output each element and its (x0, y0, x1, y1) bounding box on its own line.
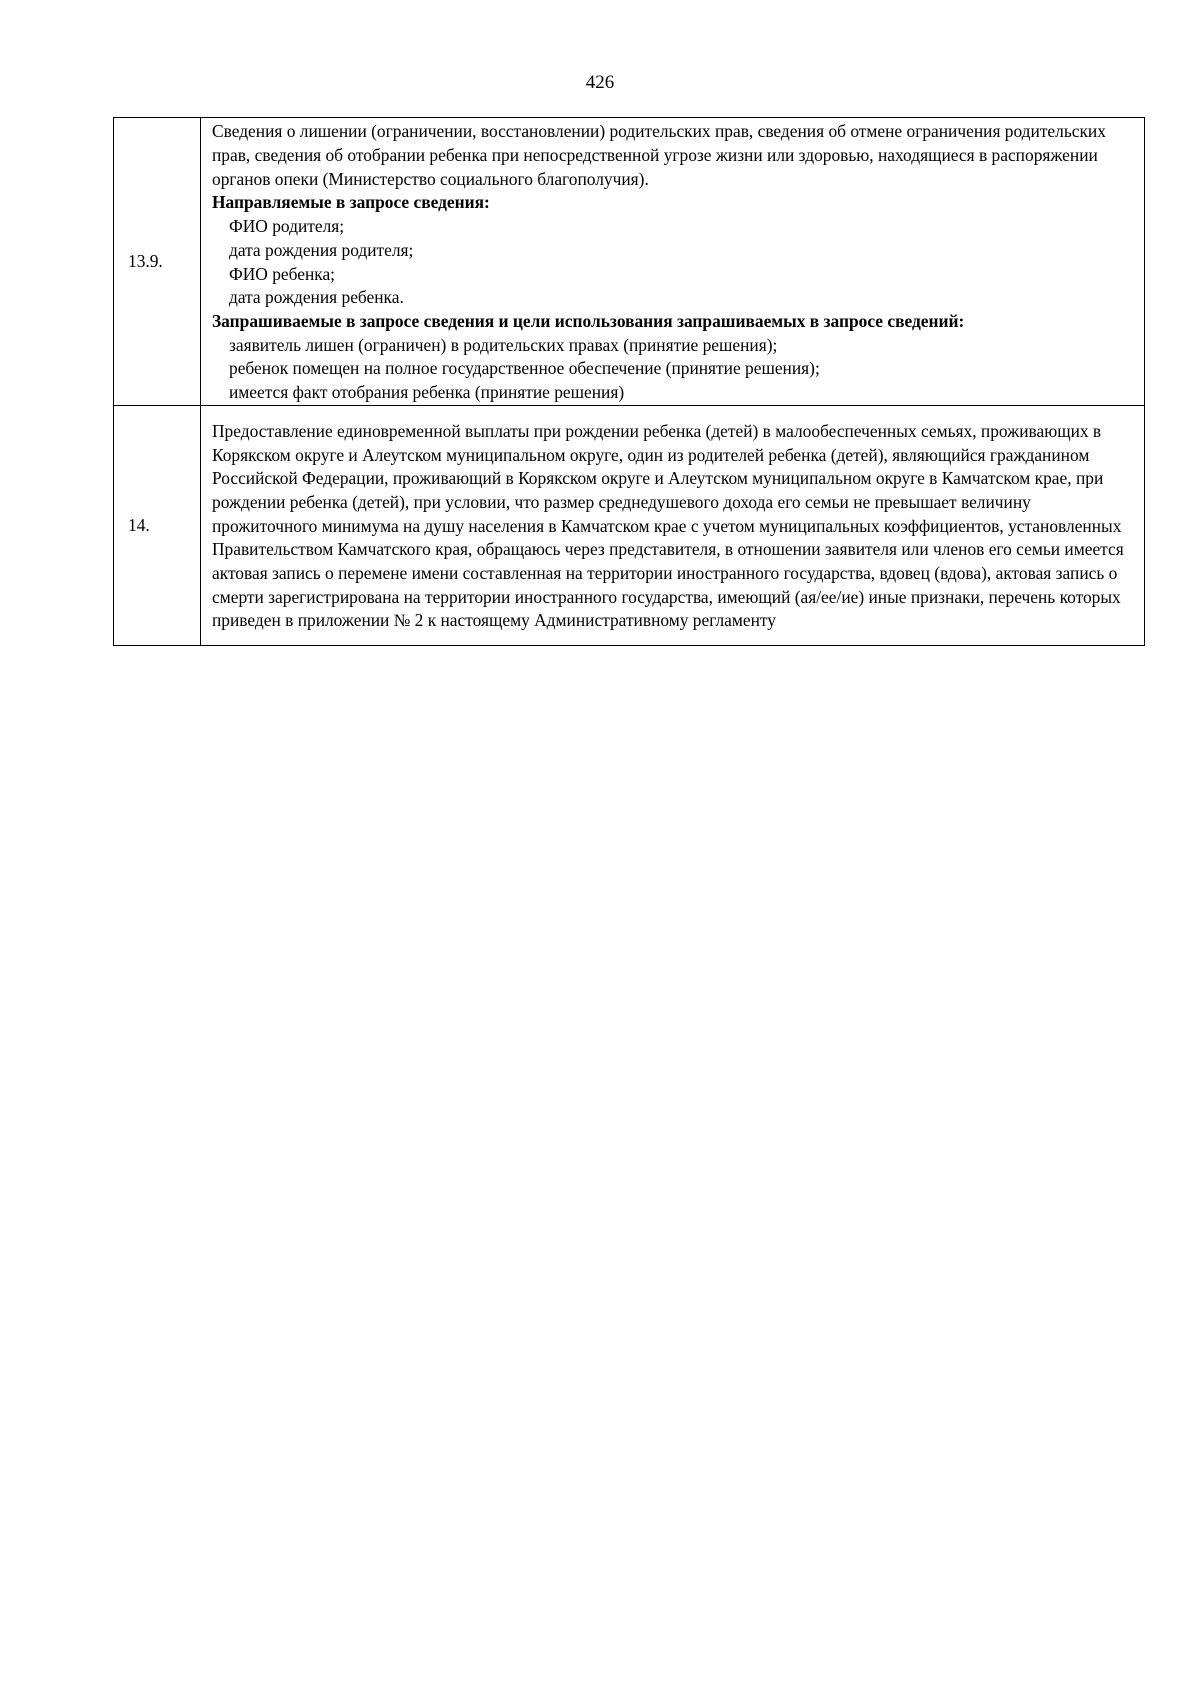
table-row (114, 406, 1145, 646)
list-item: ФИО ребенка; (229, 263, 335, 284)
sent-data-heading: Направляемые в запросе сведения: (212, 192, 490, 213)
row-content (201, 406, 1145, 646)
table-row (114, 118, 1145, 406)
row-number: 13.9. (114, 118, 201, 406)
list-item: ребенок помещен на полное государственное обеспечение (принятие решения); (229, 358, 820, 379)
row-text: Предоставление единовременной выплаты при рождении ребенка (детей) в малообеспеченных семьях, проживающих в Корякском округе и Алеутском муниципальном округе, один из родителей ребенка (детей), являющийся гражданином Российской Федерации, проживающий в Корякском округе и Алеутском муниципальном округе в Камчатском крае, при рождении ребенка (детей), при условии, что размер среднедушевого дохода его семьи не превышает величину прожиточного минимума на душу населения в Камчатском крае с учетом муниципальных коэффициентов, установленных Правительством Камчатского края, обращаюсь через представителя, в отношении заявителя или членов его семьи имеется актовая запись о перемене имени составленная на территории иностранного государства, вдовец (вдова), актовая запись о смерти зарегистрирована на территории иностранного государства, имеющий (ая/ее/ие) иные признаки, перечень которых приведен в приложении № 2 к настоящему Административному регламенту (212, 420, 1124, 631)
row-content (201, 118, 1145, 406)
row-intro-text: Сведения о лишении (ограничении, восстановлении) родительских прав, сведения об отмене ограничения родительских прав, сведения об отобрании ребенка при непосредственной угрозе жизни или здоровью, находящиеся в распоряжении органов опеки (Министерство социального благополучия). (212, 121, 1106, 189)
list-item: дата рождения родителя; (229, 239, 414, 260)
row-number: 14. (114, 406, 201, 646)
list-item: ФИО родителя; (229, 216, 345, 237)
page-number: 426 (585, 72, 615, 93)
document-table (113, 117, 1145, 646)
list-item: имеется факт отобрания ребенка (принятие решения) (229, 382, 625, 403)
requested-data-heading: Запрашиваемые в запросе сведения и цели использования запрашиваемых в запросе сведений: (212, 310, 965, 331)
list-item: дата рождения ребенка. (229, 287, 404, 308)
list-item: заявитель лишен (ограничен) в родительских правах (принятие решения); (229, 334, 778, 355)
